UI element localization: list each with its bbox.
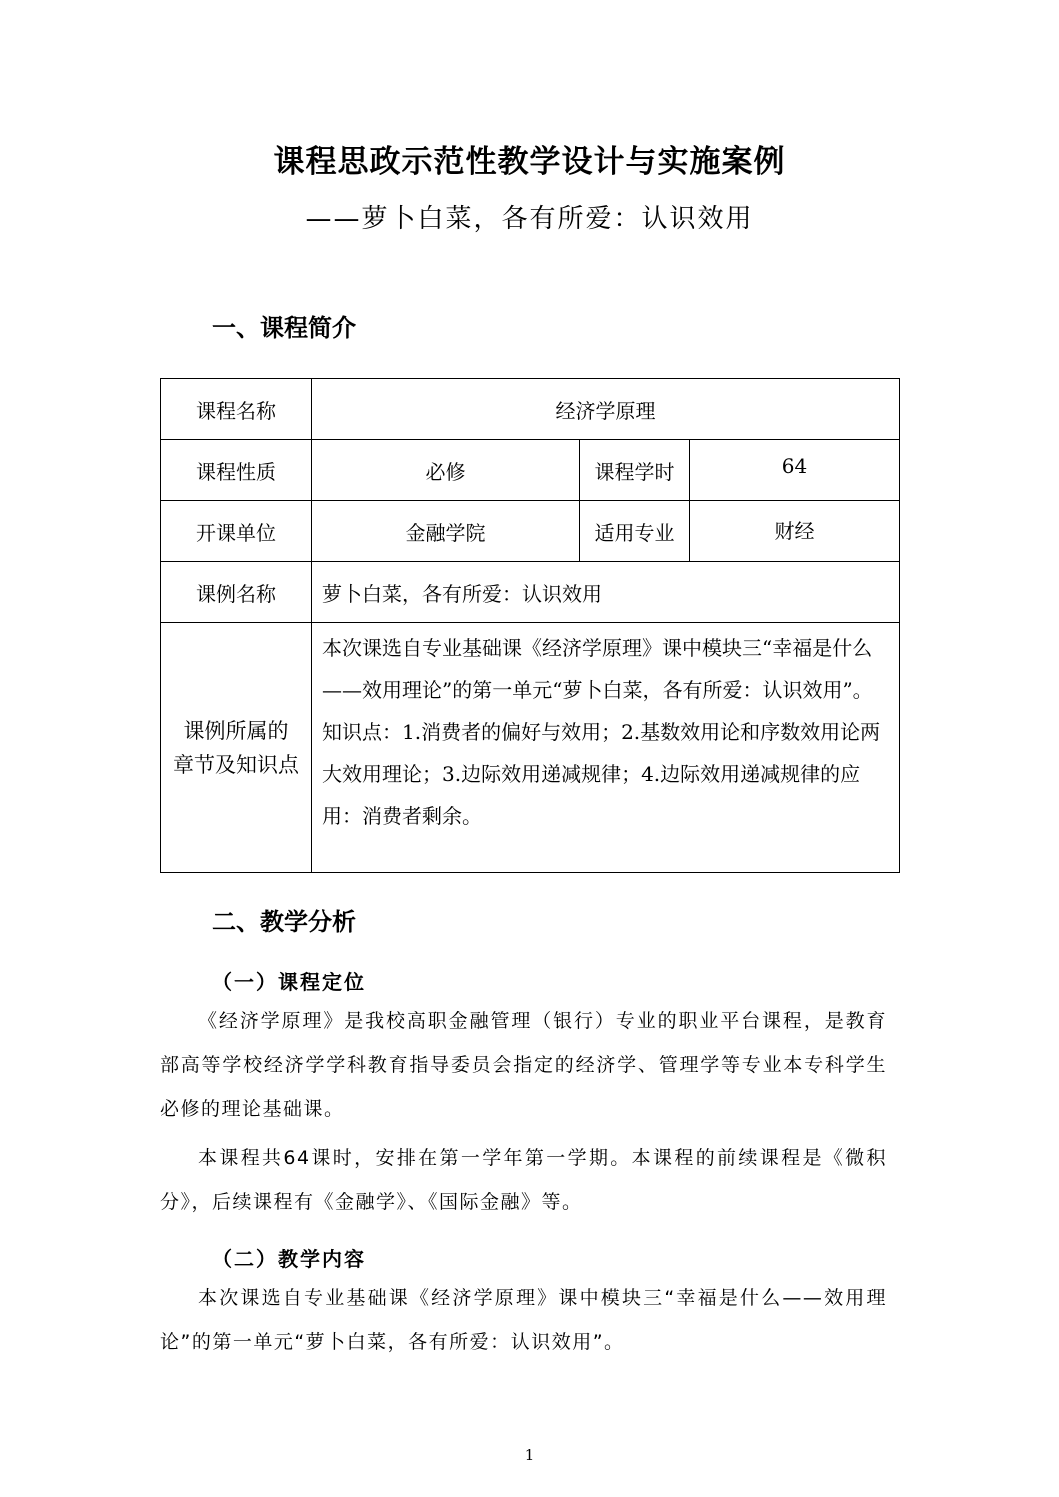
chapter-label — [161, 623, 312, 873]
chapter-label-line2: 章节及知识点 — [173, 752, 299, 777]
paragraph-teaching-content: 本次课选自专业基础课《经济学原理》课中模块三“幸福是什么——效用理论”的第一单元“萝卜白菜，各有所爱：认识效用”。 — [160, 1287, 887, 1353]
case-name-label: 课例名称 — [161, 562, 312, 623]
course-name-label: 课程名称 — [161, 379, 312, 440]
chapter-value — [312, 623, 900, 873]
subheading-teaching-content: （二）教学内容 — [212, 1247, 366, 1271]
course-hours-value: 64 — [690, 440, 900, 501]
section-heading-teaching-analysis: 二、教学分析 — [212, 907, 356, 936]
paragraph-course-positioning: 《经济学原理》是我校高职金融管理（银行）专业的职业平台课程，是教育部高等学校经济学学科教育指导委员会指定的经济学、管理学等专业本专科学生必修的理论基础课。 — [160, 1010, 887, 1120]
course-unit-value: 金融学院 — [312, 501, 580, 562]
section-heading-course-intro: 一、课程简介 — [212, 313, 356, 342]
chapter-value-paragraph: 本次课选自专业基础课《经济学原理》课中模块三“幸福是什么——效用理论”的第一单元“萝卜白菜，各有所爱：认识效用”。 — [322, 636, 873, 702]
course-info-table — [160, 378, 900, 873]
table-row-course-name — [161, 379, 900, 440]
knowledge-points-paragraph: 知识点：1.消费者的偏好与效用；2.基数效用论和序数效用论两大效用理论；3.边际效用递减规律；4.边际效用递减规律的应用：消费者剩余。 — [322, 720, 881, 828]
paragraph-course-hours: 本课程共64课时，安排在第一学年第一学期。本课程的前续课程是《微积分》，后续课程有《金融学》、《国际金融》等。 — [160, 1147, 887, 1213]
course-nature-value: 必修 — [312, 440, 580, 501]
course-nature-label: 课程性质 — [161, 440, 312, 501]
page-number: 1 — [524, 1446, 535, 1464]
course-name-value: 经济学原理 — [312, 379, 900, 440]
subheading-course-positioning: （一）课程定位 — [212, 970, 366, 994]
table-row-chapter — [161, 623, 900, 873]
table-row-case-name — [161, 562, 900, 623]
table-row-course-unit — [161, 501, 900, 562]
course-hours-label: 课程学时 — [580, 440, 690, 501]
applicable-major-value: 财经 — [690, 501, 900, 562]
chapter-label-line1: 课例所属的 — [183, 718, 289, 743]
applicable-major-label: 适用专业 — [580, 501, 690, 562]
table-row-course-nature — [161, 440, 900, 501]
document-subtitle: ——萝卜白菜，各有所爱：认识效用 — [305, 204, 754, 234]
course-unit-label: 开课单位 — [161, 501, 312, 562]
case-name-value: 萝卜白菜，各有所爱：认识效用 — [312, 562, 900, 623]
document-title: 课程思政示范性教学设计与实施案例 — [273, 144, 786, 180]
